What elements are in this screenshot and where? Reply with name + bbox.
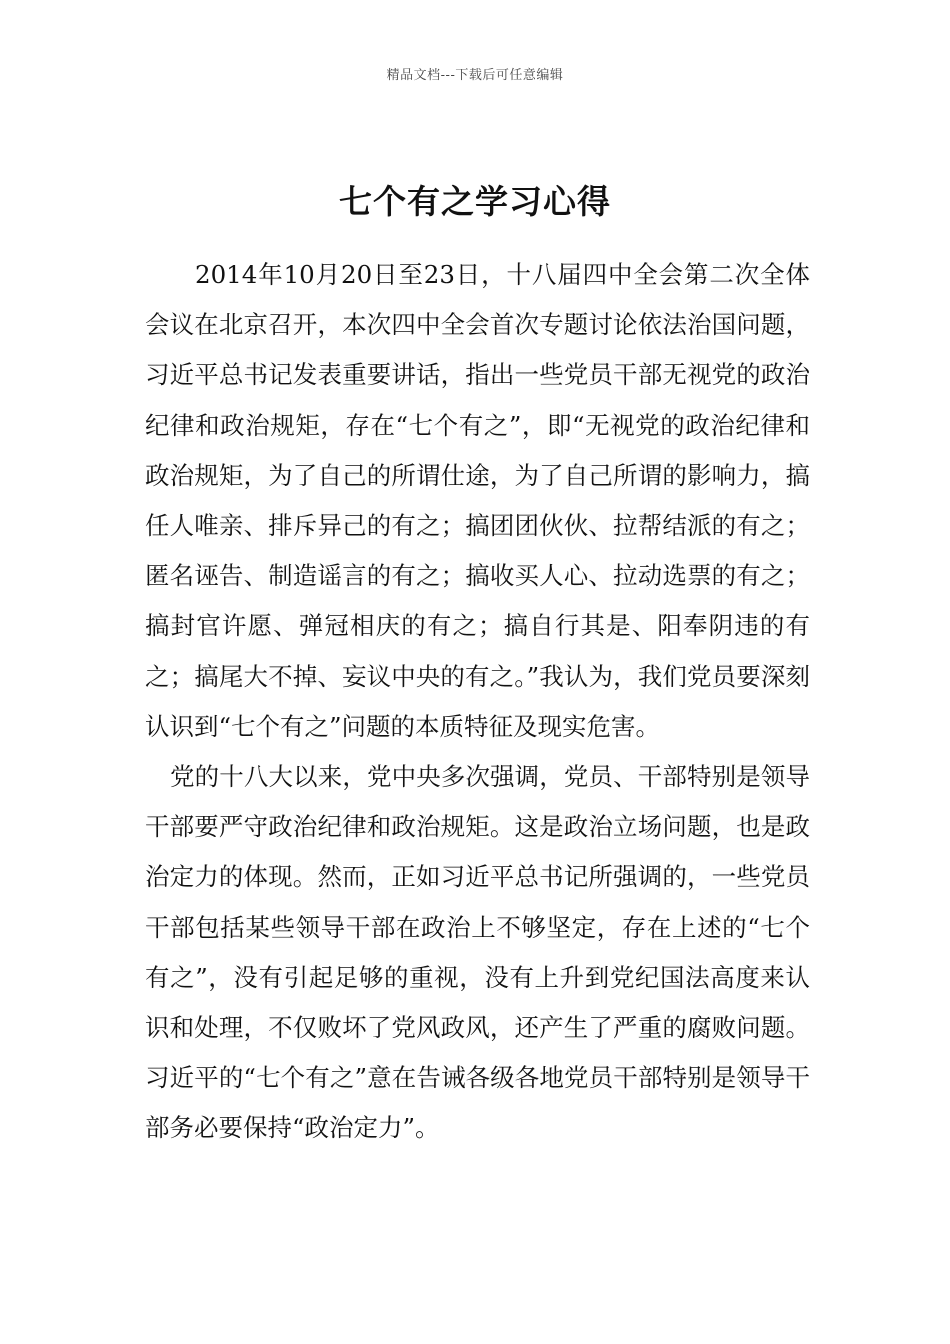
- document-body: [145, 250, 810, 1154]
- body-paragraph-1: 2014年10月20日至23日，十八届四中全会第二次全体会议在北京召开，本次四中全会首次专题讨论依法治国问题，习近平总书记发表重要讲话，指出一些党员干部无视党的政治纪律和政治规矩，存在“七个有之”，即“无视党的政治纪律和政治规矩，为了自己的所谓仕途，为了自己所谓的影响力，搞任人唯亲、排斥异己的有之；搞团团伙伙、拉帮结派的有之；匿名诬告、制造谣言的有之；搞收买人心、拉动选票的有之；搞封官许愿、弹冠相庆的有之；搞自行其是、阳奉阴违的有之；搞尾大不掉、妄议中央的有之。”我认为，我们党员要深刻认识到“七个有之”问题的本质特征及现实危害。: [145, 260, 810, 741]
- document-title: 七个有之学习心得: [339, 182, 611, 221]
- page-header-note: 精品文档---下载后可任意编辑: [386, 68, 564, 83]
- body-paragraph-2: 党的十八大以来，党中央多次强调，党员、干部特别是领导干部要严守政治纪律和政治规矩。这是政治立场问题，也是政治定力的体现。然而，正如习近平总书记所强调的，一些党员干部包括某些领导干部在政治上不够坚定，存在上述的“七个有之”，没有引起足够的重视，没有上升到党纪国法高度来认识和处理，不仅败坏了党风政风，还产生了严重的腐败问题。习近平的“七个有之”意在告诫各级各地党员干部特别是领导干部务必要保持“政治定力”。: [145, 762, 810, 1143]
